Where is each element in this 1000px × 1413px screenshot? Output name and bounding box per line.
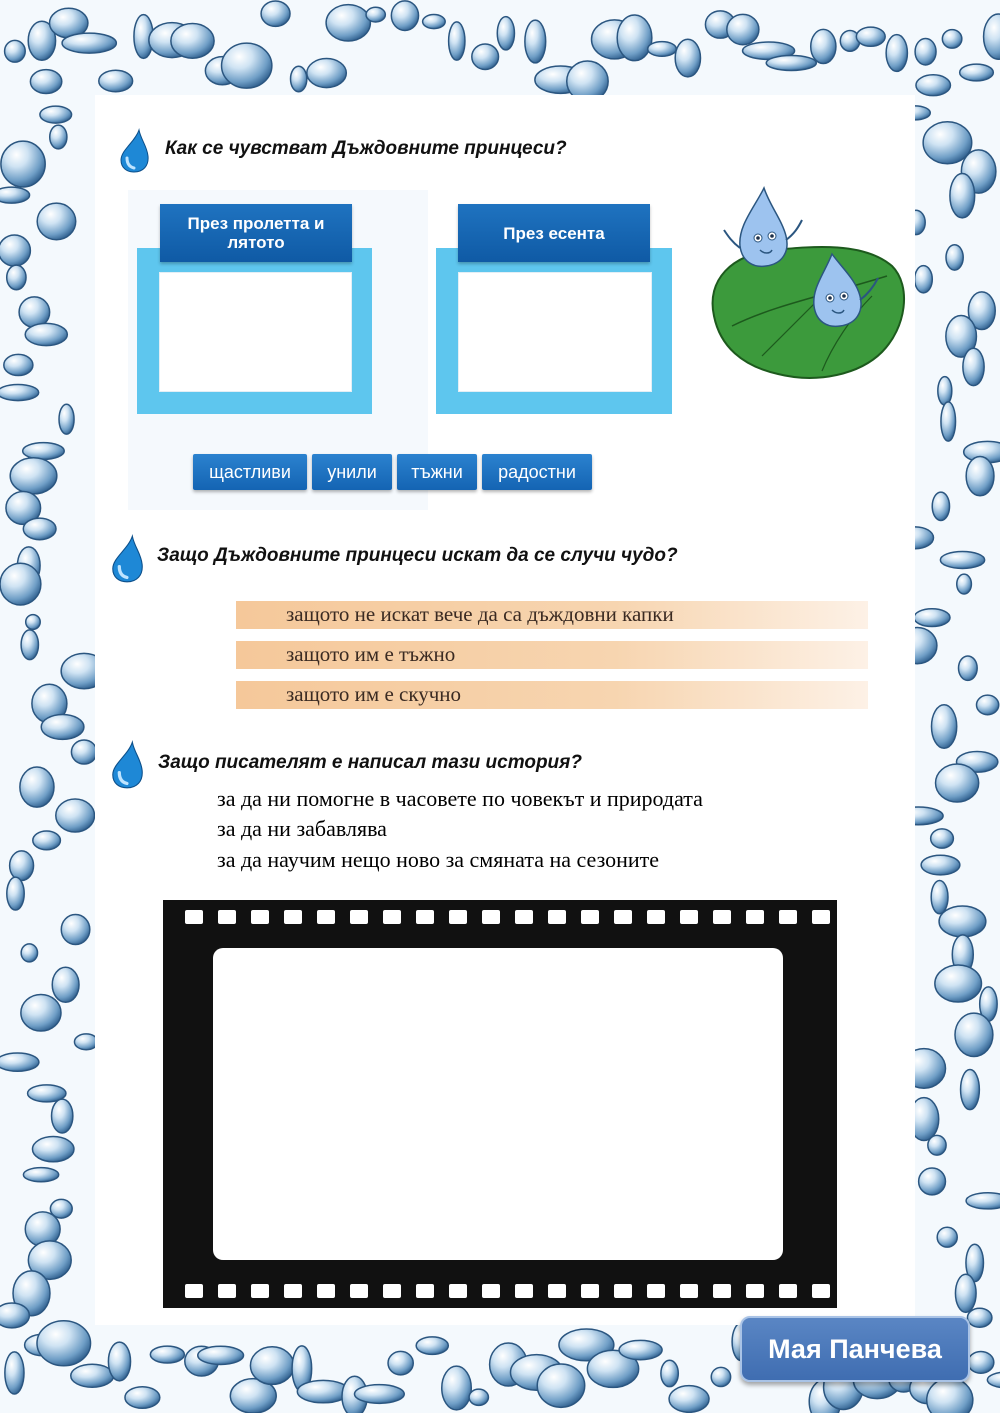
water-drop: [935, 965, 982, 1002]
water-drop: [23, 443, 65, 460]
film-sprocket-hole: [416, 910, 434, 924]
water-drop: [669, 1386, 709, 1413]
water-drop: [198, 1346, 244, 1364]
film-sprocket-hole: [548, 910, 566, 924]
water-drop: [423, 15, 446, 29]
film-sprocket-hole: [812, 1284, 830, 1298]
water-drop: [931, 880, 948, 913]
water-drop: [355, 1385, 405, 1404]
raindrop-princesses-illustration: [702, 176, 914, 388]
water-drop: [0, 187, 30, 203]
water-drop-icon: [117, 128, 153, 174]
film-sprocket-hole: [647, 1284, 665, 1298]
film-sprocket-hole: [581, 910, 599, 924]
answer-option[interactable]: [236, 641, 868, 669]
water-drop: [30, 70, 61, 94]
water-drop: [961, 1070, 980, 1110]
water-drop: [661, 1360, 678, 1386]
water-drop: [0, 1053, 39, 1071]
water-drop: [37, 203, 76, 240]
drop-zone-autumn[interactable]: [436, 248, 672, 414]
water-drop: [41, 714, 84, 739]
water-drop: [416, 1337, 448, 1354]
water-drop: [5, 40, 26, 62]
water-drop: [61, 915, 90, 945]
water-drop: [916, 75, 950, 96]
film-sprocket-hole: [779, 910, 797, 924]
water-drop: [307, 59, 346, 88]
film-sprocket-hole: [284, 1284, 302, 1298]
question-2-title: Защо Дъждовните принцеси искат да се случи чудо?: [157, 545, 678, 566]
film-sprocket-hole: [680, 1284, 698, 1298]
water-drop: [366, 7, 385, 22]
water-drop: [291, 66, 307, 92]
water-drop: [388, 1351, 413, 1374]
water-drop: [648, 42, 677, 57]
water-drop: [71, 1364, 114, 1387]
water-drop: [968, 1351, 994, 1373]
water-drop: [59, 404, 74, 434]
water-drop: [942, 30, 961, 49]
water-drop-icon: [108, 534, 148, 584]
film-sprocket-hole: [383, 1284, 401, 1298]
water-drop: [923, 122, 972, 164]
film-sprocket-hole: [779, 1284, 797, 1298]
film-sprocket-hole: [185, 1284, 203, 1298]
film-sprocket-hole: [647, 910, 665, 924]
word-chip-sad[interactable]: тъжни: [397, 454, 477, 490]
water-drop: [940, 551, 984, 568]
water-drop: [23, 518, 56, 540]
water-drop: [10, 458, 57, 494]
water-drop: [957, 574, 972, 594]
category-header-autumn: През есента: [458, 204, 650, 262]
film-sprocket-hole: [548, 1284, 566, 1298]
water-drop: [966, 456, 994, 495]
water-drop: [56, 799, 95, 832]
water-drop: [914, 609, 950, 627]
film-sprocket-hole: [350, 1284, 368, 1298]
water-drop: [33, 831, 61, 850]
water-drop: [856, 27, 885, 46]
water-drop: [125, 1387, 160, 1409]
water-drop: [0, 384, 39, 400]
water-drop: [99, 70, 133, 91]
answer-option-label: защото им е скучно: [286, 682, 462, 706]
author-badge: Мая Панчева: [740, 1316, 970, 1382]
answer-option[interactable]: [236, 601, 868, 629]
water-drop: [617, 15, 652, 61]
water-drop: [37, 1321, 91, 1366]
film-sprocket-hole: [218, 910, 236, 924]
water-drop: [52, 967, 79, 1002]
film-sprocket-hole: [713, 1284, 731, 1298]
film-sprocket-hole: [185, 910, 203, 924]
water-drop: [21, 994, 61, 1031]
word-chip-joyful[interactable]: радостни: [482, 454, 592, 490]
water-drop: [23, 1168, 58, 1182]
water-drop: [32, 1137, 73, 1162]
water-drop-icon: [108, 740, 148, 790]
water-drop: [811, 29, 836, 63]
water-drop: [21, 944, 37, 962]
water-drop: [7, 877, 24, 910]
water-drop: [955, 1013, 993, 1056]
film-sprocket-hole: [350, 910, 368, 924]
purpose-option[interactable]: за да научим нещо ново за смяната на сезоните: [217, 847, 660, 872]
film-sprocket-hole: [284, 910, 302, 924]
water-drop: [0, 1303, 29, 1328]
water-drop: [7, 265, 26, 290]
water-drop: [619, 1340, 662, 1359]
water-drop: [932, 705, 957, 749]
water-drop: [946, 245, 963, 270]
water-drop: [40, 106, 72, 123]
water-drop: [250, 1347, 293, 1385]
water-drop: [937, 1227, 957, 1247]
water-drop: [927, 1378, 973, 1413]
water-drop: [497, 17, 514, 50]
water-drop: [921, 855, 960, 875]
purpose-option[interactable]: за да ни забавлява: [217, 816, 387, 841]
water-drop: [936, 764, 979, 802]
water-drop: [928, 1135, 946, 1155]
water-drop: [150, 1346, 184, 1363]
water-drop: [469, 1389, 488, 1405]
film-sprocket-hole: [482, 1284, 500, 1298]
question-3-title: Защо писателят е написал тази история?: [158, 752, 582, 773]
film-sprocket-hole: [515, 910, 533, 924]
film-sprocket-hole: [317, 1284, 335, 1298]
water-drop: [955, 1274, 976, 1312]
water-drop: [20, 767, 54, 807]
water-drop: [915, 266, 933, 293]
water-drop: [4, 354, 33, 375]
water-drop: [711, 1367, 730, 1386]
water-drop: [10, 851, 34, 881]
film-sprocket-hole: [317, 910, 335, 924]
water-drop: [931, 829, 954, 848]
water-drop: [25, 323, 67, 345]
film-sprocket-hole: [449, 1284, 467, 1298]
drop-zone-spring-summer[interactable]: [137, 248, 372, 414]
film-sprocket-hole: [482, 910, 500, 924]
water-drop: [326, 5, 370, 41]
water-drop: [52, 1099, 73, 1133]
water-drop: [950, 174, 975, 218]
water-drop: [960, 64, 994, 81]
water-drop: [1, 141, 45, 187]
water-drop: [0, 235, 30, 266]
film-sprocket-hole: [713, 910, 731, 924]
answer-option-label: защото им е тъжно: [286, 642, 456, 666]
film-sprocket-hole: [251, 910, 269, 924]
film-sprocket-hole: [515, 1284, 533, 1298]
water-drop: [108, 1342, 130, 1381]
water-drop: [261, 1, 290, 26]
water-drop: [915, 38, 936, 64]
answer-option[interactable]: [236, 681, 868, 709]
water-drop: [222, 43, 272, 88]
water-drop: [5, 1352, 24, 1394]
film-sprocket-hole: [251, 1284, 269, 1298]
water-drop: [976, 695, 998, 715]
water-drop: [886, 35, 907, 72]
film-sprocket-hole: [614, 910, 632, 924]
water-drop: [525, 20, 546, 63]
water-drop: [958, 656, 977, 680]
water-drop: [472, 44, 499, 70]
water-drop: [537, 1364, 584, 1407]
film-sprocket-hole: [218, 1284, 236, 1298]
answer-option-label: защото не искат вече да са дъждовни капки: [286, 602, 674, 626]
water-drop: [919, 1168, 946, 1195]
word-chip-gloomy[interactable]: унили: [312, 454, 392, 490]
water-drop: [932, 492, 949, 520]
water-drop: [26, 615, 41, 630]
film-strip-frame: [163, 900, 837, 1308]
word-chip-happy[interactable]: щастливи: [193, 454, 307, 490]
water-drop: [50, 125, 67, 149]
water-drop: [939, 906, 986, 937]
water-drop: [967, 1308, 992, 1327]
water-drop: [21, 630, 38, 660]
water-drop: [941, 402, 956, 441]
film-sprocket-hole: [746, 910, 764, 924]
water-drop: [938, 377, 952, 405]
water-drop: [71, 740, 96, 764]
water-drop: [963, 348, 984, 385]
water-drop: [449, 22, 465, 60]
water-drop: [171, 24, 214, 59]
water-drop: [966, 1193, 1000, 1209]
water-drop: [766, 56, 816, 71]
water-drop: [727, 14, 759, 44]
water-drop: [62, 33, 116, 53]
film-sprocket-hole: [680, 910, 698, 924]
film-picture-window[interactable]: [213, 948, 783, 1260]
water-drop: [391, 1, 418, 31]
category-header-spring-summer: През пролетта и лятото: [160, 204, 352, 262]
film-sprocket-hole: [614, 1284, 632, 1298]
question-1-title: Как се чувстват Дъждовните принцеси?: [165, 138, 567, 159]
film-sprocket-hole: [812, 910, 830, 924]
film-sprocket-hole: [383, 910, 401, 924]
film-sprocket-hole: [746, 1284, 764, 1298]
film-sprocket-hole: [416, 1284, 434, 1298]
film-sprocket-hole: [581, 1284, 599, 1298]
water-drop: [675, 39, 700, 77]
water-drop: [0, 563, 41, 605]
film-sprocket-hole: [449, 910, 467, 924]
water-drop: [442, 1366, 472, 1410]
purpose-option[interactable]: за да ни помогне в часовете по човекът и природата: [217, 786, 703, 811]
